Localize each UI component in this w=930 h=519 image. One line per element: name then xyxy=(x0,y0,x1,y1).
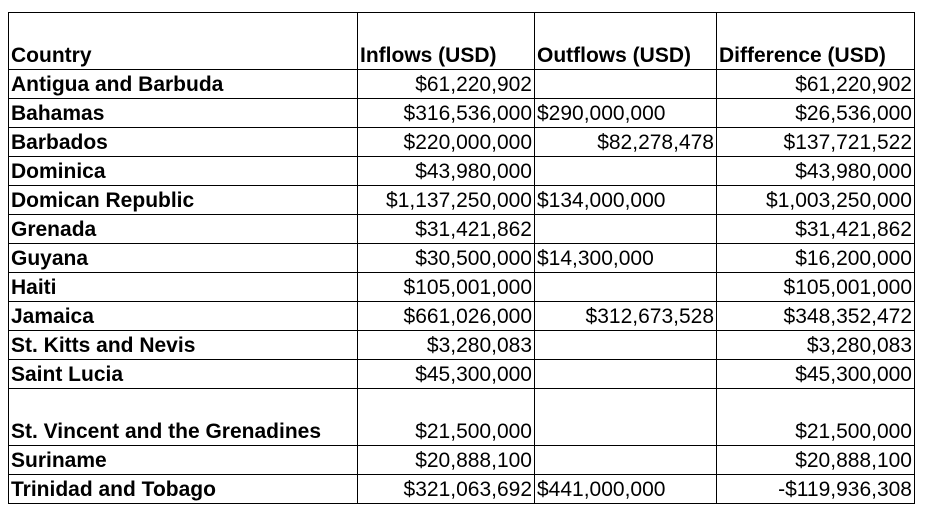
inflows-cell: $3,280,083 xyxy=(358,331,535,360)
country-cell: Bahamas xyxy=(9,99,358,128)
country-cell: Haiti xyxy=(9,273,358,302)
outflows-cell xyxy=(535,446,717,475)
outflows-cell: $312,673,528 xyxy=(535,302,717,331)
header-inflows: Inflows (USD) xyxy=(358,13,535,70)
outflows-cell: $14,300,000 xyxy=(535,244,717,273)
country-cell: Grenada xyxy=(9,215,358,244)
table-row xyxy=(9,70,915,99)
country-cell: St. Vincent and the Grenadines xyxy=(9,389,358,446)
country-cell: Suriname xyxy=(9,446,358,475)
table-row xyxy=(9,244,915,273)
outflows-cell: $441,000,000 xyxy=(535,475,717,504)
outflows-cell: $290,000,000 xyxy=(535,99,717,128)
outflows-cell: $134,000,000 xyxy=(535,186,717,215)
country-cell: Antigua and Barbuda xyxy=(9,70,358,99)
table-row xyxy=(9,273,915,302)
difference-cell: $31,421,862 xyxy=(717,215,915,244)
inflows-cell: $20,888,100 xyxy=(358,446,535,475)
outflows-cell xyxy=(535,360,717,389)
inflows-cell: $30,500,000 xyxy=(358,244,535,273)
header-outflows: Outflows (USD) xyxy=(535,13,717,70)
inflows-cell: $43,980,000 xyxy=(358,157,535,186)
inflows-cell: $105,001,000 xyxy=(358,273,535,302)
outflows-cell xyxy=(535,70,717,99)
country-cell: Trinidad and Tobago xyxy=(9,475,358,504)
inflows-cell: $661,026,000 xyxy=(358,302,535,331)
table-row xyxy=(9,215,915,244)
country-cell: St. Kitts and Nevis xyxy=(9,331,358,360)
difference-cell: $3,280,083 xyxy=(717,331,915,360)
outflows-cell xyxy=(535,273,717,302)
table-row xyxy=(9,389,915,446)
inflows-cell: $1,137,250,000 xyxy=(358,186,535,215)
country-cell: Jamaica xyxy=(9,302,358,331)
difference-cell: $137,721,522 xyxy=(717,128,915,157)
outflows-cell xyxy=(535,215,717,244)
inflows-cell: $321,063,692 xyxy=(358,475,535,504)
country-cell: Guyana xyxy=(9,244,358,273)
outflows-cell: $82,278,478 xyxy=(535,128,717,157)
difference-cell: $26,536,000 xyxy=(717,99,915,128)
inflows-cell: $21,500,000 xyxy=(358,389,535,446)
inflows-cell: $45,300,000 xyxy=(358,360,535,389)
inflows-cell: $61,220,902 xyxy=(358,70,535,99)
remittance-table xyxy=(8,12,915,504)
outflows-cell xyxy=(535,389,717,446)
difference-cell: $45,300,000 xyxy=(717,360,915,389)
country-cell: Barbados xyxy=(9,128,358,157)
table-row xyxy=(9,128,915,157)
difference-cell: -$119,936,308 xyxy=(717,475,915,504)
table-row xyxy=(9,302,915,331)
header-country: Country xyxy=(9,13,358,70)
outflows-cell xyxy=(535,331,717,360)
table-row xyxy=(9,360,915,389)
difference-cell: $348,352,472 xyxy=(717,302,915,331)
inflows-cell: $220,000,000 xyxy=(358,128,535,157)
difference-cell: $43,980,000 xyxy=(717,157,915,186)
outflows-cell xyxy=(535,157,717,186)
table-row xyxy=(9,446,915,475)
difference-cell: $20,888,100 xyxy=(717,446,915,475)
table-row xyxy=(9,99,915,128)
inflows-cell: $316,536,000 xyxy=(358,99,535,128)
country-cell: Dominica xyxy=(9,157,358,186)
difference-cell: $105,001,000 xyxy=(717,273,915,302)
difference-cell: $21,500,000 xyxy=(717,389,915,446)
inflows-cell: $31,421,862 xyxy=(358,215,535,244)
header-row xyxy=(9,13,915,70)
header-difference: Difference (USD) xyxy=(717,13,915,70)
table-row xyxy=(9,331,915,360)
country-cell: Saint Lucia xyxy=(9,360,358,389)
table-row xyxy=(9,475,915,504)
difference-cell: $61,220,902 xyxy=(717,70,915,99)
table-row xyxy=(9,186,915,215)
country-cell: Domican Republic xyxy=(9,186,358,215)
difference-cell: $16,200,000 xyxy=(717,244,915,273)
difference-cell: $1,003,250,000 xyxy=(717,186,915,215)
table-row xyxy=(9,157,915,186)
